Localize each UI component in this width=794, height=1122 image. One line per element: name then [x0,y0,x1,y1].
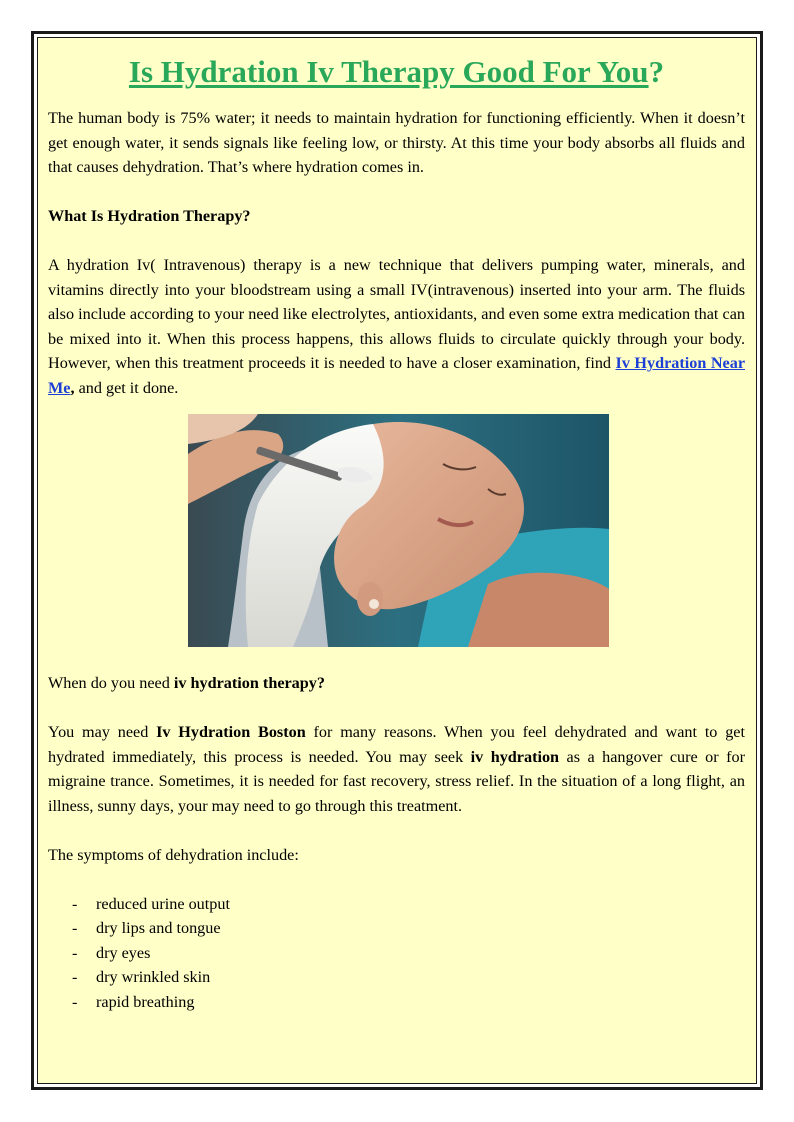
bullet-dash: - [72,919,78,937]
intro-paragraph: The human body is 75% water; it needs to maintain hydration for functioning efficiently. When it doesn’t get enough water, it sends signals like feeling low, or thirsty. At this time your body absorbs all fluids and that causes dehydration. That’s where hydration comes in. [48,109,745,176]
iv-hydration-near-me-link[interactable]: Iv Hydration Near Me [48,354,746,397]
list-item [72,990,745,1015]
when-needed-text: When do you need [48,674,174,692]
when-needed-p3: as a hangover cure or for migraine trance. Sometimes, it is needed for fast recovery, stress relief. In the situation of a long flight, an illness, sunny days, your may need to go through this treatment. [48,747,745,815]
list-item [72,916,745,941]
iv-hydration-boston-bold: Iv Hydration Boston [156,723,306,741]
hydration-therapy-text-end: and get it done. [74,378,179,397]
section-heading-hydration-therapy: What Is Hydration Therapy? [48,207,251,225]
symptoms-list [48,892,745,1015]
link-comma: , [70,378,75,397]
symptom-text: dry wrinkled skin [96,968,211,986]
list-item [72,965,745,990]
document-body [48,50,745,1014]
bullet-dash: - [72,943,78,962]
symptoms-intro: The symptoms of dehydration include: [48,845,299,864]
section-heading-when-needed [48,671,745,696]
when-needed-q: ? [316,674,325,692]
bullet-dash: - [72,894,78,913]
bullet-dash: - [72,968,78,986]
page-title-text: Is Hydration Iv Therapy Good For You [128,54,649,89]
when-needed-p2: for many reasons. When you feel dehydrated and want to get hydrated immediately, this process is needed. You may seek [48,723,745,766]
page-title-suffix: ? [648,54,665,89]
list-item [72,941,745,966]
facial-treatment-photo [188,414,609,647]
iv-hydration-bold: iv hydration [470,747,560,766]
symptom-text: dry eyes [96,943,151,962]
symptom-text: rapid breathing [96,992,195,1011]
bullet-dash: - [72,992,78,1011]
facial-treatment-illustration [188,414,609,647]
symptom-text: reduced urine output [96,894,230,913]
hydration-therapy-text: A hydration Iv( Intravenous) therapy is a new technique that delivers pumping water, minerals, and vitamins directly into your bloodstream using a small IV(intravenous) inserted into your arm. The fluids also include according to your need like electrolytes, antioxidants, and even some extra medication that can be mixed into it. When this process happens, this allows fluids to circulate quickly through your body. However, when this treatment proceeds it is needed to have a closer examination, find [48,256,745,372]
when-needed-bold: iv hydration therapy [173,674,317,692]
when-needed-p1: You may need [48,723,157,741]
list-item [72,892,745,917]
page-title [48,50,745,94]
symptom-text: dry lips and tongue [96,919,221,937]
when-needed-paragraph [48,720,745,818]
hydration-therapy-paragraph [48,253,745,400]
